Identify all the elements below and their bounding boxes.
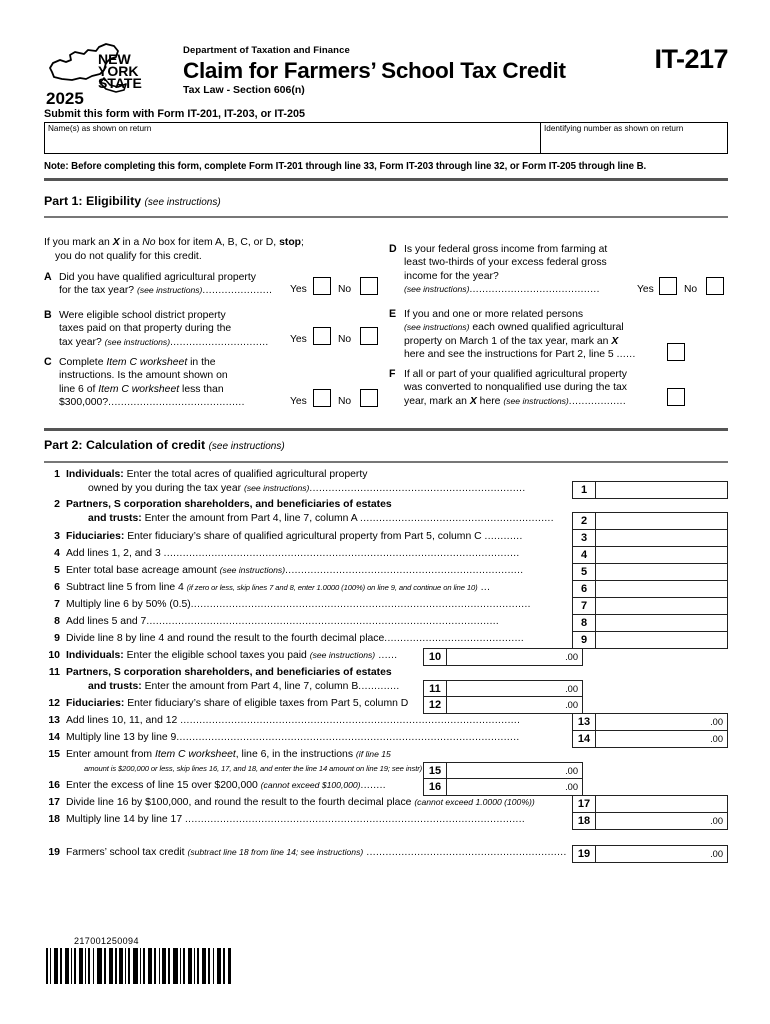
- item-a-no-checkbox[interactable]: [360, 277, 378, 295]
- item-d-note: (see instructions): [404, 284, 470, 295]
- line-13-box-label: 13: [573, 714, 596, 730]
- line-14-number: 14: [48, 731, 60, 743]
- line-6-note: (if zero or less, skip lines 7 and 8, enter 1.0000 (100%) on line 9, and continue on line 10): [186, 583, 478, 592]
- item-a-no-label: No: [338, 284, 352, 295]
- line-3: [44, 530, 579, 544]
- item-f-line3-b: here: [476, 395, 504, 407]
- item-b-yes-checkbox[interactable]: [313, 327, 331, 345]
- line-16-text: Enter the excess of line 15 over $200,000: [66, 780, 261, 791]
- identification-row: [44, 122, 728, 154]
- line-11-dots: .............: [358, 680, 400, 692]
- line-9-number: 9: [54, 632, 60, 644]
- line-6-dots: ...: [477, 582, 491, 593]
- line-14-amount-box[interactable]: [572, 730, 728, 748]
- barcode-image: [46, 948, 234, 984]
- line-1: [44, 468, 584, 495]
- name-field[interactable]: [44, 122, 541, 154]
- item-f-x-mark: X: [469, 395, 477, 407]
- line-15-box-label: 15: [424, 763, 447, 779]
- line-5-text: Enter total base acreage amount: [66, 565, 220, 576]
- logo-year: 2025: [46, 89, 84, 108]
- line-2-dots: .............................................................: [360, 512, 554, 524]
- line-10-amount-box[interactable]: [423, 648, 583, 666]
- line-19: [44, 846, 579, 860]
- line-11-box-label: 11: [424, 681, 447, 697]
- line-18-text: Multiply line 14 by line 17: [66, 814, 185, 825]
- item-d-yes-label: Yes: [637, 284, 654, 295]
- logo-line-1: NEW: [98, 51, 131, 67]
- line-7-number: 7: [54, 598, 60, 610]
- line-18-cents: .00: [710, 816, 723, 826]
- line-18: [44, 813, 579, 827]
- line-3-text: Enter fiduciary’s share of qualified agricultural property from Part 5, column C: [124, 531, 485, 542]
- line-5-box-label: 5: [573, 564, 596, 580]
- line-8-box-label: 8: [573, 615, 596, 631]
- line-2-bold: Partners, S corporation shareholders, and beneficiaries of estates: [66, 499, 392, 510]
- logo-line-3: STATE: [98, 75, 142, 91]
- line-10-text: Enter the eligible school taxes you paid: [123, 650, 310, 661]
- line-2-number: 2: [54, 498, 60, 510]
- line-18-amount-box[interactable]: [572, 812, 728, 830]
- line-10: [44, 649, 444, 663]
- line-13-number: 13: [48, 714, 60, 726]
- line-7-amount-box[interactable]: [572, 597, 728, 615]
- completion-note: Note: Before completing this form, complete Form IT-201 through line 33, Form IT-203 through line 32, or Form IT-205 through line B.: [44, 161, 647, 172]
- intro-stop-word: stop: [279, 237, 302, 248]
- part1-heading-text: Part 1: Eligibility: [44, 194, 142, 208]
- line-6-box-label: 6: [573, 581, 596, 597]
- line-19-number: 19: [48, 846, 60, 858]
- item-a-note: (see instructions): [136, 285, 203, 296]
- item-b-dots: ...............................: [170, 336, 269, 348]
- item-e-dots: ......: [616, 349, 636, 361]
- line-19-cents: .00: [710, 849, 723, 859]
- line-9: [44, 632, 579, 646]
- line-17-box-label: 17: [573, 796, 596, 812]
- line-8: [44, 615, 579, 629]
- part1-intro: [44, 236, 374, 263]
- line-15-note-detail: amount is $200,000 or less, skip lines 16, 17, and 18, and enter the line 14 amount on line 19; see instr): [84, 763, 423, 773]
- logo-line-2: YORK: [98, 63, 139, 79]
- line-12-bold: Fiduciaries:: [66, 698, 125, 709]
- line-1-bold: Individuals:: [66, 469, 124, 480]
- line-10-cents: .00: [565, 652, 578, 662]
- identifying-number-label: Identifying number as shown on return: [544, 124, 684, 133]
- item-e-line3: property on March 1 of the tax year, mark an: [404, 335, 612, 347]
- item-a-yes-checkbox[interactable]: [313, 277, 331, 295]
- new-york-state-logo: [44, 38, 162, 110]
- item-b-line2: taxes paid on that property during the: [59, 323, 232, 335]
- line-14-box-label: 14: [573, 731, 596, 747]
- line-3-number: 3: [54, 530, 60, 542]
- line-15-number: 15: [48, 748, 60, 760]
- item-c-line2: instructions. Is the amount shown on: [59, 370, 228, 382]
- item-c-no-checkbox[interactable]: [360, 389, 378, 407]
- divider-above-part2: [44, 428, 728, 431]
- item-d-no-checkbox[interactable]: [706, 277, 724, 295]
- line-19-amount-box[interactable]: [572, 845, 728, 863]
- item-d-dots: .........................................: [469, 284, 600, 296]
- line-4-amount-box[interactable]: [572, 546, 728, 564]
- line-9-dots: ............................................: [384, 633, 525, 644]
- item-c-letter: C: [44, 356, 52, 368]
- intro-line-2: you do not qualify for this credit.: [55, 250, 202, 262]
- item-c-line4: $300,000?: [59, 397, 109, 409]
- line-19-note: (subtract line 18 from line 14; see instructions): [187, 847, 364, 857]
- part2-heading-note: (see instructions): [208, 441, 285, 452]
- line-1-text-2: owned by you during the tax year: [88, 482, 244, 494]
- form-number: IT-217: [654, 44, 728, 74]
- item-f-line1: If all or part of your qualified agricultural property: [404, 369, 627, 380]
- name-field-label: Name(s) as shown on return: [48, 124, 152, 133]
- item-c-no-label: No: [338, 396, 352, 407]
- eligibility-item-e: [389, 308, 669, 362]
- line-3-amount-box[interactable]: [572, 529, 728, 547]
- line-17-note: (cannot exceed 1.0000 (100%)): [414, 797, 535, 807]
- item-a-line2: for the tax year?: [59, 285, 135, 297]
- line-17: [44, 796, 579, 810]
- line-12-box-label: 12: [424, 697, 447, 713]
- line-16-note: (cannot exceed $100,000): [260, 780, 361, 790]
- item-a-dots: ......................: [202, 285, 273, 297]
- barcode-number: 217001250094: [74, 936, 139, 946]
- line-3-box-label: 3: [573, 530, 596, 546]
- intro-text-b: in a: [119, 237, 143, 248]
- intro-text-d: ;: [301, 237, 304, 248]
- line-4-number: 4: [54, 547, 60, 559]
- line-4-dots: ................................................................................................................: [163, 548, 520, 559]
- line-13: [44, 714, 579, 728]
- eligibility-item-a: [44, 271, 299, 298]
- line-12: [44, 697, 444, 711]
- line-7-box-label: 7: [573, 598, 596, 614]
- line-8-amount-box[interactable]: [572, 614, 728, 632]
- item-c-line3-a: line 6 of: [59, 383, 99, 395]
- line-16-dots: ........: [360, 780, 386, 791]
- line-19-text: Farmers’ school tax credit: [66, 847, 188, 858]
- line-13-text: Add lines 10, 11, and 12: [66, 715, 181, 726]
- line-15-worksheet-ref: Item C worksheet: [154, 749, 236, 760]
- line-16: [44, 779, 429, 793]
- line-11-bold-2: and trusts:: [88, 680, 142, 692]
- line-18-dots: ...........................................................................................................: [184, 814, 526, 825]
- part2-heading: [44, 438, 285, 452]
- page-title: Claim for Farmers’ School Tax Credit: [183, 58, 566, 83]
- identifying-number-field[interactable]: [540, 122, 728, 154]
- line-15-text-b: , line 6, in the instructions: [235, 749, 356, 760]
- item-b-no-label: No: [338, 334, 352, 345]
- item-c-line3-b: less than: [179, 383, 224, 395]
- item-e-line1: If you and one or more related persons: [404, 309, 584, 320]
- intro-x-mark: X: [112, 237, 120, 248]
- item-e-letter: E: [389, 308, 397, 320]
- line-1-box-label: 1: [573, 482, 596, 498]
- divider-below-part1-heading: [44, 216, 728, 218]
- item-f-checkbox[interactable]: [667, 388, 685, 406]
- item-e-line4: here and see the instructions for Part 2, line 5: [404, 349, 617, 361]
- tax-law-citation: Tax Law - Section 606(n): [183, 84, 305, 96]
- line-12-text: Enter fiduciary’s share of eligible taxes from Part 5, column D: [124, 698, 409, 709]
- item-a-yes-label: Yes: [290, 284, 307, 295]
- line-1-number: 1: [54, 468, 60, 480]
- line-8-number: 8: [54, 615, 60, 627]
- line-15-text: Enter amount from: [66, 749, 155, 760]
- line-1-text: Enter the total acres of qualified agricultural property: [123, 469, 368, 480]
- item-c-line1-b: in the: [187, 357, 216, 368]
- line-17-amount-box[interactable]: [572, 795, 728, 813]
- item-d-letter: D: [389, 243, 397, 255]
- line-16-number: 16: [48, 779, 60, 791]
- line-12-number: 12: [48, 697, 60, 709]
- item-a-line1: Did you have qualified agricultural property: [59, 272, 256, 283]
- line-4-box-label: 4: [573, 547, 596, 563]
- line-8-dots: ...............................................................................................................: [146, 616, 500, 627]
- line-19-box-label: 19: [573, 846, 596, 862]
- item-b-letter: B: [44, 309, 52, 321]
- line-14-cents: .00: [710, 734, 723, 744]
- line-3-dots: ............: [484, 531, 523, 542]
- line-5-dots: ...........................................................................: [285, 565, 524, 576]
- line-2-bold-2: and trusts:: [88, 512, 142, 524]
- item-d-no-label: No: [684, 284, 698, 295]
- line-14: [44, 731, 579, 745]
- line-5-amount-box[interactable]: [572, 563, 728, 581]
- item-c-yes-checkbox[interactable]: [313, 389, 331, 407]
- line-18-box-label: 18: [573, 813, 596, 829]
- item-d-yes-checkbox[interactable]: [659, 277, 677, 295]
- line-13-cents: .00: [710, 717, 723, 727]
- line-16-amount-box[interactable]: [423, 778, 583, 796]
- item-b-no-checkbox[interactable]: [360, 327, 378, 345]
- line-11-bold: Partners, S corporation shareholders, and beneficiaries of estates: [66, 667, 392, 678]
- line-11-number: 11: [48, 666, 60, 678]
- line-11-cents: .00: [565, 684, 578, 694]
- line-15-cents: .00: [565, 766, 578, 776]
- line-6-text: Subtract line 5 from line 4: [66, 582, 187, 593]
- intro-no-word: No: [142, 237, 156, 248]
- item-a-letter: A: [44, 271, 52, 283]
- item-d-line1: Is your federal gross income from farming at: [404, 244, 608, 255]
- item-b-yes-label: Yes: [290, 334, 307, 345]
- line-7-text: Multiply line 6 by 50% (0.5): [66, 599, 191, 610]
- line-9-amount-box[interactable]: [572, 631, 728, 649]
- department-name: Department of Taxation and Finance: [183, 45, 350, 56]
- line-2-text: Enter the amount from Part 4, line 7, column A: [141, 512, 361, 524]
- line-10-number: 10: [48, 649, 60, 661]
- line-10-note: (see instructions): [309, 650, 376, 660]
- line-13-amount-box[interactable]: [572, 713, 728, 731]
- line-5-number: 5: [54, 564, 60, 576]
- line-10-box-label: 10: [424, 649, 447, 665]
- line-12-cents: .00: [565, 700, 578, 710]
- line-19-dots: ...............................................................: [363, 847, 567, 858]
- line-17-text: Divide line 16 by $100,000, and round the result to the fourth decimal place: [66, 797, 415, 808]
- line-15: [44, 748, 429, 775]
- line-1-amount-box[interactable]: [572, 481, 728, 499]
- line-12-amount-box[interactable]: [423, 696, 583, 714]
- line-13-dots: ...........................................................................................................: [180, 715, 521, 726]
- item-c-dots: ...........................................: [108, 397, 245, 409]
- line-10-dots: ......: [375, 650, 398, 661]
- part1-heading-note: (see instructions): [144, 197, 221, 208]
- line-11: [44, 666, 444, 693]
- line-7: [44, 598, 579, 612]
- item-e-line2: each owned qualified agricultural: [469, 322, 624, 334]
- item-c-yes-label: Yes: [290, 396, 307, 407]
- line-14-text: Multiply line 13 by line 9: [66, 732, 177, 743]
- line-5: [44, 564, 579, 578]
- line-15-note-head: (if line 15: [355, 749, 391, 759]
- item-b-line1: Were eligible school district property: [59, 310, 226, 321]
- line-14-dots: ............................................................................................................: [176, 732, 520, 743]
- item-f-line2: was converted to nonqualified use during the tax: [404, 382, 627, 394]
- line-4-text: Add lines 1, 2, and 3: [66, 548, 164, 559]
- intro-text-c: box for item A, B, C, or D,: [155, 237, 280, 248]
- line-11-text: Enter the amount from Part 4, line 7, column B: [141, 680, 359, 692]
- item-d-line3: income for the year?: [404, 270, 499, 282]
- line-18-number: 18: [48, 813, 60, 825]
- eligibility-item-b: [44, 309, 302, 349]
- item-f-note: (see instructions): [503, 395, 569, 406]
- item-e-note: (see instructions): [404, 322, 470, 333]
- eligibility-item-f: [389, 368, 669, 408]
- line-6: [44, 581, 579, 595]
- item-f-line3-a: year, mark an: [404, 395, 470, 407]
- line-16-cents: .00: [565, 782, 578, 792]
- line-2-box-label: 2: [573, 513, 596, 529]
- line-6-amount-box[interactable]: [572, 580, 728, 598]
- footer-barcode-area: [46, 936, 234, 984]
- line-4: [44, 547, 579, 561]
- item-c-line1-a: Complete: [59, 357, 107, 368]
- intro-text-a: If you mark an: [44, 237, 113, 248]
- line-10-bold: Individuals:: [66, 650, 124, 661]
- item-e-checkbox[interactable]: [667, 343, 685, 361]
- line-5-note: (see instructions): [219, 565, 286, 575]
- line-2: [44, 498, 584, 525]
- submit-instruction: Submit this form with Form IT-201, IT-203, or IT-205: [44, 108, 305, 120]
- line-9-text: Divide line 8 by line 4 and round the result to the fourth decimal place: [66, 633, 385, 644]
- line-8-text: Add lines 5 and 7: [66, 616, 147, 627]
- item-c-worksheet-ref-1: Item C worksheet: [106, 357, 188, 368]
- form-header: [44, 36, 728, 106]
- part1-heading: [44, 194, 221, 208]
- eligibility-item-c: [44, 356, 302, 410]
- divider-below-part2-heading: [44, 461, 728, 463]
- item-f-letter: F: [389, 368, 396, 380]
- item-b-note: (see instructions): [104, 336, 171, 347]
- line-7-dots: ...........................................................................................................: [190, 599, 531, 610]
- item-e-x-mark: X: [611, 335, 619, 347]
- part2-heading-text: Part 2: Calculation of credit: [44, 438, 206, 452]
- line-17-number: 17: [48, 796, 60, 808]
- divider-above-part1: [44, 178, 728, 181]
- line-2-amount-box[interactable]: [572, 512, 728, 530]
- item-c-worksheet-ref-2: Item C worksheet: [98, 383, 180, 395]
- eligibility-item-d: [389, 243, 654, 297]
- line-16-box-label: 16: [424, 779, 447, 795]
- line-1-note: (see instructions): [243, 482, 310, 493]
- line-9-box-label: 9: [573, 632, 596, 648]
- item-b-line3: tax year?: [59, 336, 102, 348]
- item-f-dots: ..................: [568, 395, 627, 407]
- item-d-line2: least two-thirds of your excess federal gross: [404, 257, 607, 269]
- line-3-bold: Fiduciaries:: [66, 531, 125, 542]
- line-6-number: 6: [54, 581, 60, 593]
- line-1-dots: ....................................................................: [309, 482, 526, 494]
